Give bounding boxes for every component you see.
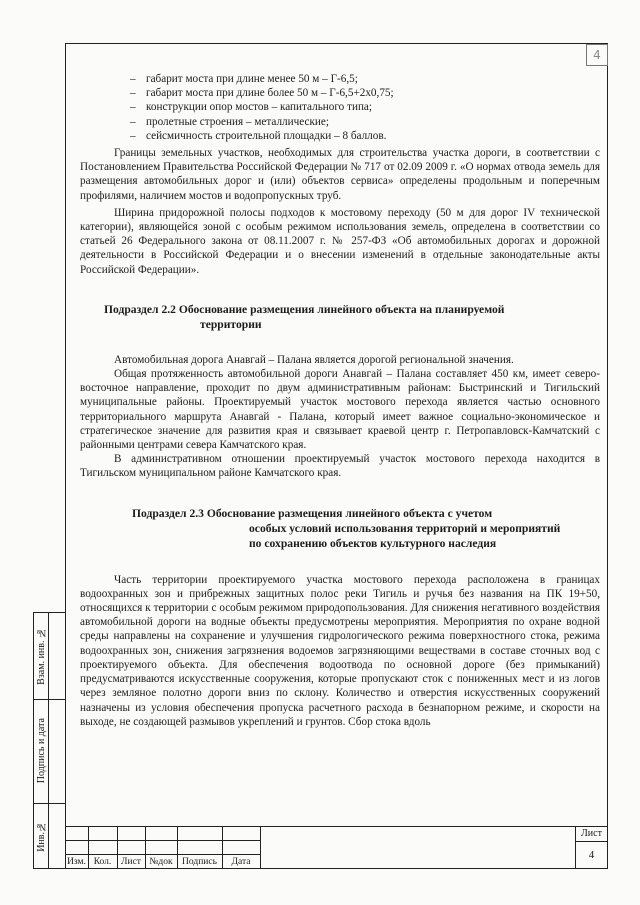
list-item: – габарит моста при длине менее 50 м – Г-6,5; bbox=[130, 72, 600, 86]
tb-sheet-number: 4 bbox=[588, 849, 595, 861]
list-item: – пролетные строения – металлические; bbox=[130, 115, 600, 129]
tb-col-list: Лист bbox=[121, 857, 141, 867]
heading-line: Подраздел 2.2 Обоснование размещения линейного объекта на планируемой bbox=[104, 302, 505, 316]
paragraph: Ширина придорожной полосы подходов к мостовому переходу (50 м для дорог IV технической категории), являющейся зоной с особым режимом использования земель, определена в соответствии со статьей 26 Федерального закона от 08.11.2007 г. № 257-ФЗ «Об автомобильных дорогах и дорожной деятельности в Российской Федерации и о внесении изменений в отдельные законодательные акты Российской Федерации». bbox=[80, 206, 600, 276]
side-label-vzam: Взам. инв. № bbox=[35, 627, 47, 685]
list-item: – сейсмичность строительной площадки – 8 баллов. bbox=[130, 129, 600, 143]
specs-list bbox=[130, 72, 600, 143]
tb-col-ndok: №док bbox=[149, 857, 173, 867]
list-item: – конструкции опор мостов – капитального типа; bbox=[130, 100, 600, 114]
side-label-inv: Инв.№ bbox=[35, 821, 47, 852]
heading-line: территории bbox=[200, 317, 262, 331]
side-stamp bbox=[33, 612, 65, 869]
paragraph: В административном отношении проектируемый участок мостового перехода находится в Тигильском муниципальном районе Камчатского края. bbox=[80, 453, 600, 480]
heading-line: особых условий использования территорий и мероприятий bbox=[249, 521, 561, 535]
paragraph: Общая протяженность автомобильной дороги Анавгай – Палана составляет 450 км, имеет северо-восточное направление, проходит по двум административным районам: Быстринский и Тигильский муниципальные районы. Проектируемый участок мостового перехода является частью основного территориального маршрута Анавгай - Палана, который имеет важное социально-экономическое и стратегическое значение для развития края и связывает краевой центр г. Петропавловск-Камчатский с районными центрами севера Камчатского края. bbox=[80, 368, 600, 452]
section-heading-2-3 bbox=[132, 506, 600, 551]
title-block bbox=[65, 826, 608, 869]
tb-col-data: Дата bbox=[231, 857, 251, 867]
list-item: – габарит моста при длине более 50 м – Г-6,5+2х0,75; bbox=[130, 86, 600, 100]
heading-line: по сохранению объектов культурного наследия bbox=[249, 536, 497, 550]
page-corner-mark: 4 bbox=[586, 44, 608, 66]
document-body bbox=[80, 72, 600, 729]
paragraph: Границы земельных участков, необходимых для строительства участка дороги, в соответствии с Постановлением Правительства Российской Федерации № 717 от 02.09 2009 г. «О нормах отвода земель для размещения автомобильных дорог и (или) объектов сервиса» определены продольным и поперечным профилями, наличием мостов и водопропускных труб. bbox=[80, 147, 600, 202]
tb-col-izm: Изм. bbox=[67, 857, 86, 867]
paragraph: Часть территории проектируемого участка мостового перехода расположена в границах водоохранных зон и прибрежных защитных полос реки Тигиль и ручья без названия на ПК 19+50, относящихся к территории с особым режимом природопользования. Для снижения негативного воздействия автомобильной дороги на водные объекты предусмотрены мероприятия. Мероприятия по охране водной среды направлены на сохранение и улучшения гидрологического режима поверхностного стока, режима водоохранных зон, снижения загрязнения водоемов загрязняющими веществами в составе сточных вод с проектируемого объекта. Для обеспечения водоотвода по основной дороге (без примыканий) предусматриваются искусственные сооружения, которые пропускают сток с пониженных мест и из логов через земляное полотно дороги вниз по склону. Количество и отверстия искусственных сооружений назначены из условия обеспечения пропуска расчетного расхода в безнапорном режиме, и скорости на выходе, не создающей размывов укреплений и грунтов. Сбор стока вдоль bbox=[80, 573, 600, 728]
section-heading-2-2 bbox=[104, 302, 600, 332]
heading-line: Подраздел 2.3 Обоснование размещения линейного объекта с учетом bbox=[132, 506, 493, 520]
tb-col-podpis: Подпись bbox=[182, 857, 217, 867]
tb-col-kol: Кол. bbox=[93, 857, 112, 867]
paragraph: Автомобильная дорога Анавгай – Палана является дорогой региональной значения. bbox=[114, 353, 514, 366]
side-label-podpis: Подпись и дата bbox=[35, 718, 47, 784]
tb-sheet-label: Лист bbox=[581, 827, 602, 839]
